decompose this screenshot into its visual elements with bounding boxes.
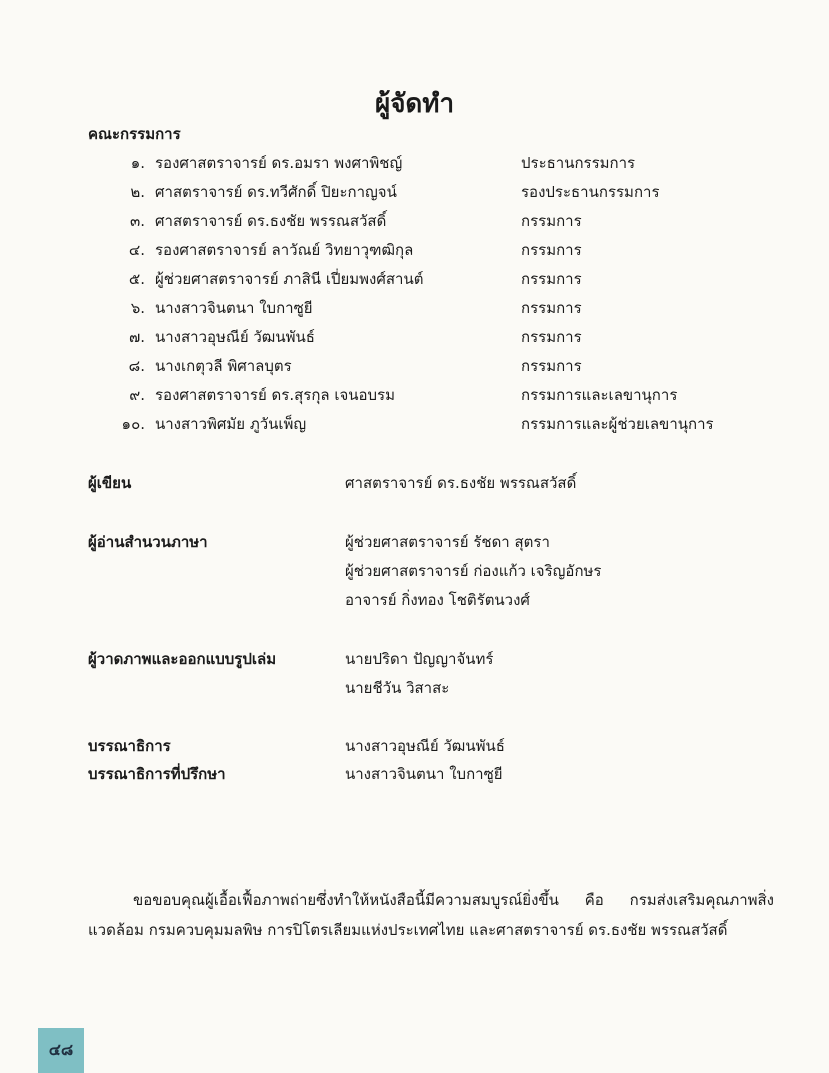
page-number: ๔๘: [38, 1028, 84, 1073]
illustrator-name: นายปริดา ปัญญาจันทร์: [345, 650, 494, 668]
committee-num: ๘.: [128, 357, 145, 375]
committee-role: กรรมการและเลขานุการ: [521, 386, 678, 404]
acknowledgement-paragraph: ขอขอบคุณผู้เอื้อเฟื้อภาพถ่ายซึ่งทำให้หนังสือนี้มีความสมบูรณ์ยิ่งขึ้น คือ กรมส่งเสริมคุณภาพสิ่งแวดล้อม กรมควบคุมมลพิษ การปิโตรเลียมแห่งประเทศไทย และศาสตราจารย์ ดร.ธงชัย พรรณสวัสดิ์: [88, 891, 774, 939]
proofreader-name: อาจารย์ กิ่งทอง โชติรัตนวงศ์: [345, 591, 530, 609]
page-title: ผู้จัดทำ: [374, 89, 455, 119]
committee-role: กรรมการ: [521, 270, 582, 288]
committee-role: รองประธานกรรมการ: [521, 183, 660, 201]
committee-name: นางสาวอุษณีย์ วัฒนพันธ์: [155, 328, 315, 346]
advisor-name: นางสาวจินตนา ใบกาซูยี: [345, 765, 503, 783]
advisor-label: บรรณาธิการที่ปรึกษา: [88, 765, 226, 783]
committee-name: นางเกตุวลี พิศาลบุตร: [155, 357, 292, 375]
proofreader-name: ผู้ช่วยศาสตราจารย์ ก่องแก้ว เจริญอักษร: [345, 562, 602, 580]
illustrator-name: นายชีวัน วิสาสะ: [345, 679, 450, 697]
committee-name: ผู้ช่วยศาสตราจารย์ ภาสินี เปี่ยมพงศ์สานต์: [155, 270, 424, 288]
committee-name: รองศาสตราจารย์ ดร.สุรกุล เจนอบรม: [155, 386, 395, 404]
committee-heading: คณะกรรมการ: [88, 125, 181, 143]
committee-name: ศาสตราจารย์ ดร.ทวีศักดิ์ ปิยะกาญจน์: [155, 183, 397, 201]
committee-name: รองศาสตราจารย์ ดร.อมรา พงศาพิชญ์: [155, 154, 403, 172]
committee-name: รองศาสตราจารย์ ลาวัณย์ วิทยาวุฑฒิกุล: [155, 241, 414, 259]
committee-role: กรรมการ: [521, 212, 582, 230]
illustrator-label: ผู้วาดภาพและออกแบบรูปเล่ม: [88, 650, 277, 668]
committee-num: ๕.: [128, 270, 145, 288]
committee-num: ๑.: [130, 154, 145, 172]
writer-name: ศาสตราจารย์ ดร.ธงชัย พรรณสวัสดิ์: [345, 474, 577, 492]
committee-role: กรรมการและผู้ช่วยเลขานุการ: [521, 415, 714, 433]
committee-num: ๗.: [128, 328, 145, 346]
committee-name: นางสาวพิศมัย ภูวันเพ็ญ: [155, 415, 307, 433]
committee-num: ๖.: [130, 299, 145, 317]
proofreader-label: ผู้อ่านสำนวนภาษา: [88, 533, 208, 551]
editor-name: นางสาวอุษณีย์ วัฒนพันธ์: [345, 737, 505, 755]
editor-label: บรรณาธิการ: [88, 737, 171, 755]
committee-num: ๓.: [129, 212, 145, 230]
committee-name: นางสาวจินตนา ใบกาซูยี: [155, 299, 313, 317]
committee-name: ศาสตราจารย์ ดร.ธงชัย พรรณสวัสดิ์: [155, 212, 387, 230]
committee-role: กรรมการ: [521, 299, 582, 317]
committee-num: ๔.: [128, 241, 145, 259]
committee-num: ๑๐.: [121, 415, 145, 433]
committee-num: ๙.: [129, 386, 145, 404]
committee-num: ๒.: [130, 183, 145, 201]
committee-role: กรรมการ: [521, 357, 582, 375]
committee-role: ประธานกรรมการ: [521, 154, 636, 172]
committee-role: กรรมการ: [521, 241, 582, 259]
committee-role: กรรมการ: [521, 328, 582, 346]
writer-label: ผู้เขียน: [88, 474, 132, 492]
proofreader-name: ผู้ช่วยศาสตราจารย์ รัชดา สุตรา: [345, 533, 550, 551]
